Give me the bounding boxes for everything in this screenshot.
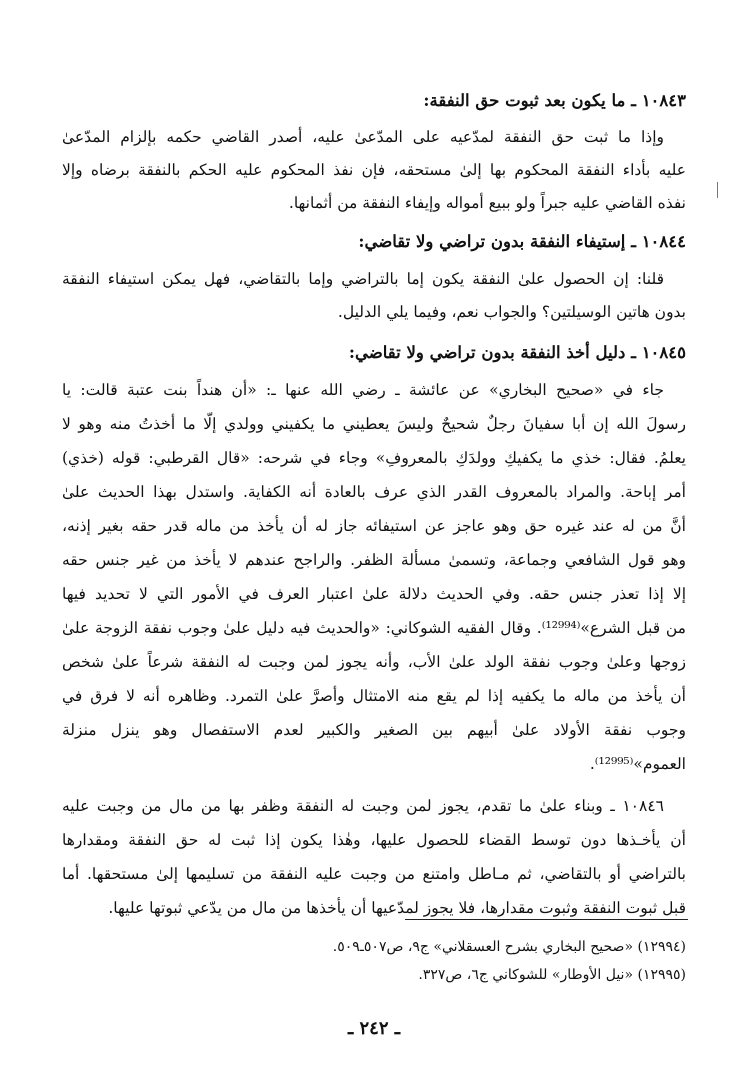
paragraph-line: بالتراضي أو بالتقاضي، ثم مـاطل وامتنع من وجبت عليه النفقة من تسليمها إلىٰ مستحقها. أما — [62, 865, 686, 883]
paragraph-line: أمر إباحة. والمراد بالمعروف القدر الذي عرف بالعادة أنه الكفاية. واستدل بهذا الحديث علىٰ — [62, 483, 686, 501]
paragraph-line: أن يأخذ من ماله ما يكفيه إذا لم يقع منه الامتثال وأصرَّ علىٰ التمرد. وظاهره أنه لا فرق في — [62, 687, 686, 705]
paragraph-line: وإذا ما ثبت حق النفقة لمدّعيه على المدّعىٰ عليه، أصدر القاضي حكمه بإلزام المدّعىٰ — [62, 128, 664, 146]
paragraph-line: عليه بأداء النفقة المحكوم بها إلىٰ مستحقه، فإن نفذ المحكوم عليه الحكم بالنفقة برضاه وإلا — [62, 161, 686, 179]
paragraph-line: ١٠٨٤٦ ـ وبناء علىٰ ما تقدم، يجوز لمن وجبت له النفقة وظفر بها من مال من وجبت عليه — [62, 797, 664, 815]
paragraph-line: زوجها وعلىٰ وجوب نفقة الولد علىٰ الأب، وأنه يجوز لمن وجبت له النفقة شرعاً علىٰ شخص — [62, 653, 686, 671]
paragraph-line: أن يأخـذها دون توسط القضاء للحصول عليها، وهٰذا يكون إذا ثبت له حق النفقة ومقدارها — [62, 831, 686, 849]
section-heading-10845: ١٠٨٤٥ ـ دليل أخذ النفقة بدون تراضي ولا تقاضي: — [348, 343, 686, 362]
footnote-separator — [405, 919, 688, 920]
paragraph-line: نفذه القاضي عليه جبراً ولو ببيع أمواله وإيفاء النفقة من أثمانها. — [288, 194, 686, 212]
paragraph-line: إلا إذا تعذر جنس حقه. وفي الحديث دلالة علىٰ اعتبار العرف في الأمور التي لا تحديد فيها — [62, 585, 686, 603]
page-number: ـ ٢٤٢ ـ — [347, 1018, 401, 1039]
section-heading-10843: ١٠٨٤٣ ـ ما يكون بعد ثبوت حق النفقة: — [423, 91, 686, 110]
paragraph-line: جاء في «صحيح البخاري» عن عائشة ـ رضي الله عنها ـ: «أن هنداً بنت عتبة قالت: يا — [62, 381, 664, 399]
footnote: (١٢٩٩٥) «نيل الأوطار» للشوكاني ج٦، ص٣٢٧. — [418, 967, 686, 983]
paragraph-line: وهو قول الشافعي وجماعة، وتسمىٰ مسألة الظفر. والراجح عندهم لا يأخذ من غير جنس حقه — [62, 551, 686, 569]
paragraph-line: بدون هاتين الوسيلتين؟ والجواب نعم، وفيما يلي الدليل. — [337, 303, 686, 321]
footnote: (١٢٩٩٤) «صحيح البخاري بشرح العسقلاني» ج٩، ص٥٠٧ـ٥٠٩. — [332, 939, 686, 955]
paragraph-line: قلنا: إن الحصول علىٰ النفقة يكون إما بالتراضي وإما بالتقاضي، فهل يمكن استيفاء النفقة — [62, 270, 664, 288]
section-heading-10844: ١٠٨٤٤ ـ إستيفاء النفقة بدون تراضي ولا تقاضي: — [358, 232, 686, 251]
margin-mark — [717, 182, 718, 198]
paragraph-line: أنَّ من له عند غيره حق وهو عاجز عن استيفائه جاز له أن يأخذ من ماله قدر حقه بغير إذنه، — [62, 517, 686, 535]
paragraph-line: وجوب نفقة الأولاد علىٰ أبيهم بين الصغير والكبير لعدم الاستفصال وهو ينزل منزلة — [62, 721, 686, 739]
paragraph-line: من قبل الشرع»⁽¹²⁹⁹⁴⁾. وقال الفقيه الشوكاني: «والحديث فيه دليل علىٰ وجوب نفقة الزوجة علىٰ — [62, 619, 686, 637]
paragraph-line: العموم»⁽¹²⁹⁹⁵⁾. — [589, 755, 686, 773]
paragraph-line: قبل ثبوت النفقة وثبوت مقدارها، فلا يجوز لمدّعيها أن يأخذها من مال من يدّعي ثبوتها عليها. — [108, 899, 686, 917]
paragraph-line: يعلمُ. فقال: خذي ما يكفيكِ وولدَكِ بالمعروفِ» وجاء في شرحه: «قال القرطبي: قوله (خذي) — [62, 449, 686, 467]
paragraph-line: رسولَ الله إن أبا سفيانَ رجلٌ شحيحٌ وليسَ يعطيني ما يكفيني وولدي إلّا ما أخذتُ منه وهو لا — [62, 415, 686, 433]
